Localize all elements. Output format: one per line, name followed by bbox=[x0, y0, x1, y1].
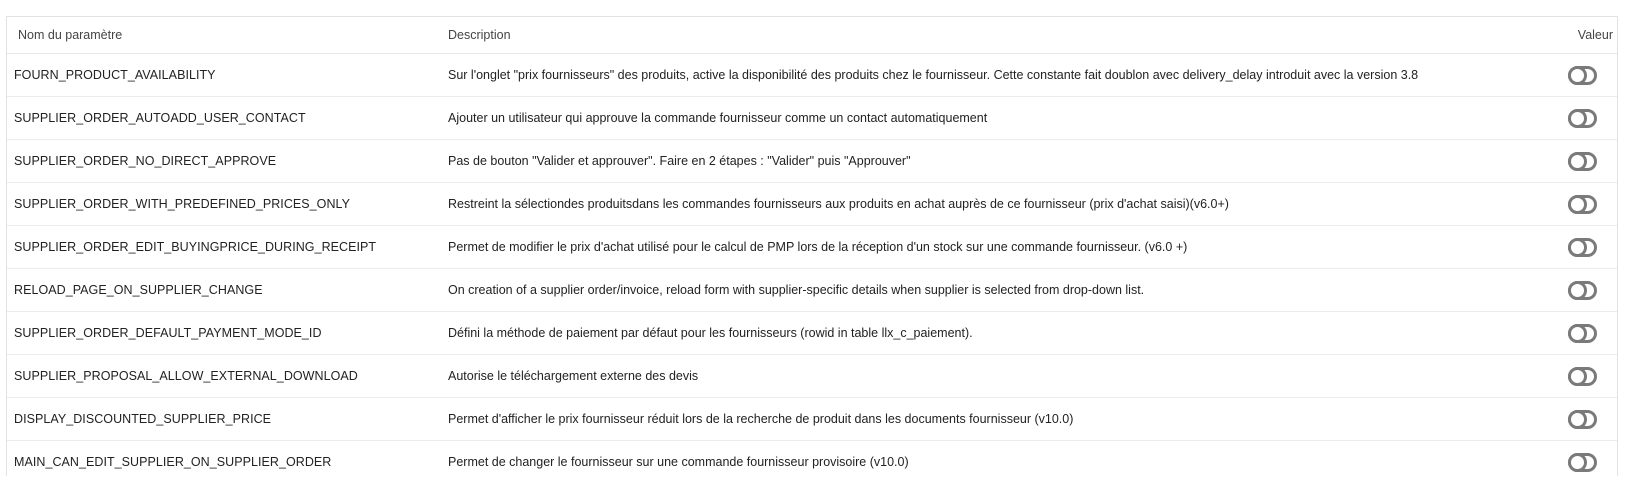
parameter-value bbox=[1535, 312, 1617, 355]
parameter-name: SUPPLIER_ORDER_NO_DIRECT_APPROVE bbox=[7, 140, 441, 183]
parameter-name: DISPLAY_DISCOUNTED_SUPPLIER_PRICE bbox=[7, 398, 441, 441]
table-row bbox=[7, 441, 1617, 477]
parameters-table bbox=[7, 17, 1617, 476]
table-row bbox=[7, 226, 1617, 269]
parameter-value bbox=[1535, 441, 1617, 477]
toggle-off-icon[interactable] bbox=[1568, 109, 1597, 128]
parameter-description: On creation of a supplier order/invoice, reload form with supplier-specific details when supplier is selected from drop-down list. bbox=[441, 269, 1535, 312]
table-row bbox=[7, 140, 1617, 183]
parameter-value bbox=[1535, 97, 1617, 140]
parameter-name: FOURN_PRODUCT_AVAILABILITY bbox=[7, 54, 441, 97]
parameter-name: RELOAD_PAGE_ON_SUPPLIER_CHANGE bbox=[7, 269, 441, 312]
parameter-description: Permet de changer le fournisseur sur une commande fournisseur provisoire (v10.0) bbox=[441, 441, 1535, 477]
table-row bbox=[7, 355, 1617, 398]
toggle-off-icon[interactable] bbox=[1568, 324, 1597, 343]
table-row bbox=[7, 312, 1617, 355]
parameters-table-container bbox=[6, 16, 1618, 476]
header-value: Valeur bbox=[1535, 17, 1617, 54]
parameter-description: Permet d'afficher le prix fournisseur réduit lors de la recherche de produit dans les documents fournisseur (v10.0) bbox=[441, 398, 1535, 441]
toggle-off-icon[interactable] bbox=[1568, 195, 1597, 214]
table-row bbox=[7, 183, 1617, 226]
header-description: Description bbox=[441, 17, 1535, 54]
table-row bbox=[7, 398, 1617, 441]
parameter-name: SUPPLIER_ORDER_AUTOADD_USER_CONTACT bbox=[7, 97, 441, 140]
parameter-name: SUPPLIER_ORDER_DEFAULT_PAYMENT_MODE_ID bbox=[7, 312, 441, 355]
parameter-value bbox=[1535, 269, 1617, 312]
toggle-off-icon[interactable] bbox=[1568, 152, 1597, 171]
parameter-name: MAIN_CAN_EDIT_SUPPLIER_ON_SUPPLIER_ORDER bbox=[7, 441, 441, 477]
parameter-value bbox=[1535, 183, 1617, 226]
toggle-off-icon[interactable] bbox=[1568, 66, 1597, 85]
parameter-description: Pas de bouton "Valider et approuver". Faire en 2 étapes : "Valider" puis "Approuver" bbox=[441, 140, 1535, 183]
parameter-value bbox=[1535, 355, 1617, 398]
toggle-off-icon[interactable] bbox=[1568, 453, 1597, 472]
header-name: Nom du paramètre bbox=[7, 17, 441, 54]
parameter-description: Sur l'onglet "prix fournisseurs" des produits, active la disponibilité des produits chez le fournisseur. Cette constante fait doublon avec delivery_delay introduit avec la version 3.8 bbox=[441, 54, 1535, 97]
parameter-description: Permet de modifier le prix d'achat utilisé pour le calcul de PMP lors de la réception d'un stock sur une commande fournisseur. (v6.0 +) bbox=[441, 226, 1535, 269]
toggle-off-icon[interactable] bbox=[1568, 367, 1597, 386]
toggle-off-icon[interactable] bbox=[1568, 238, 1597, 257]
parameter-value bbox=[1535, 398, 1617, 441]
parameter-value bbox=[1535, 140, 1617, 183]
toggle-off-icon[interactable] bbox=[1568, 410, 1597, 429]
toggle-off-icon[interactable] bbox=[1568, 281, 1597, 300]
parameter-description: Défini la méthode de paiement par défaut pour les fournisseurs (rowid in table llx_c_paiement). bbox=[441, 312, 1535, 355]
parameter-value bbox=[1535, 226, 1617, 269]
parameter-description: Restreint la sélectiondes produitsdans les commandes fournisseurs aux produits en achat auprès de ce fournisseur (prix d'achat saisi)(v6.0+) bbox=[441, 183, 1535, 226]
table-row bbox=[7, 54, 1617, 97]
parameter-description: Ajouter un utilisateur qui approuve la commande fournisseur comme un contact automatiquement bbox=[441, 97, 1535, 140]
table-header-row bbox=[7, 17, 1617, 54]
parameter-name: SUPPLIER_ORDER_WITH_PREDEFINED_PRICES_ONLY bbox=[7, 183, 441, 226]
table-row bbox=[7, 97, 1617, 140]
parameter-name: SUPPLIER_ORDER_EDIT_BUYINGPRICE_DURING_RECEIPT bbox=[7, 226, 441, 269]
parameter-value bbox=[1535, 54, 1617, 97]
parameter-description: Autorise le téléchargement externe des devis bbox=[441, 355, 1535, 398]
table-row bbox=[7, 269, 1617, 312]
parameter-name: SUPPLIER_PROPOSAL_ALLOW_EXTERNAL_DOWNLOAD bbox=[7, 355, 441, 398]
